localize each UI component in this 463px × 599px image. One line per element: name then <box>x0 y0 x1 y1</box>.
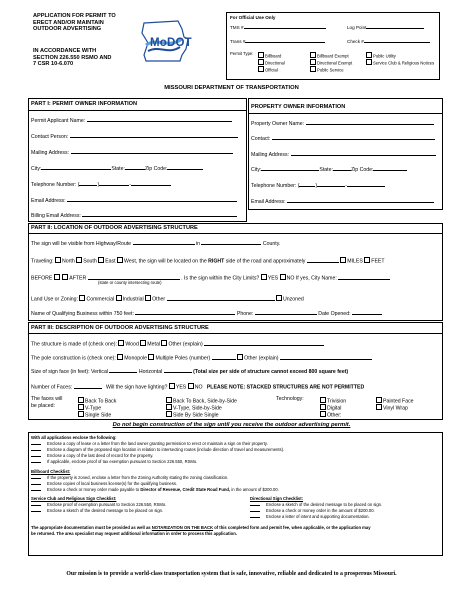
property-city-field[interactable] <box>251 166 407 174</box>
checkbox[interactable] <box>166 404 172 410</box>
label: V-Type <box>85 405 102 412</box>
checklist-item[interactable] <box>31 488 279 493</box>
form-title <box>33 13 116 33</box>
label: Contact Person: <box>31 134 69 140</box>
statute-line: 7 CSR 10-6.070 <box>33 61 74 67</box>
traveling-direction-field[interactable] <box>31 257 385 265</box>
label: FEET <box>371 258 385 265</box>
checkbox[interactable] <box>366 52 372 58</box>
label: Email Address: <box>31 198 66 204</box>
divider <box>28 233 442 234</box>
label: YES <box>175 384 187 391</box>
label: Monopole <box>124 355 148 362</box>
label: Industrial <box>122 296 144 303</box>
applicant-name-field[interactable] <box>31 117 232 125</box>
checkbox-yes[interactable] <box>169 383 175 389</box>
permit-type-public-service[interactable] <box>310 66 344 73</box>
checkbox-unzoned[interactable] <box>276 295 282 301</box>
label: West, the sign will be located on the <box>124 258 207 265</box>
label: The pole construction is (check one): <box>31 355 116 362</box>
checkbox-after[interactable] <box>62 274 68 280</box>
checkbox-yes[interactable] <box>261 274 267 280</box>
label: MILES <box>347 258 363 265</box>
checkbox[interactable] <box>376 404 382 410</box>
label: YES <box>267 275 279 282</box>
checkbox[interactable] <box>310 52 316 58</box>
billing-email-field[interactable] <box>31 212 237 220</box>
checkbox-west[interactable] <box>117 257 123 263</box>
label: Enclose a diagram of the proposed sign location in relation to intersecting routes (include direction of travel and measurements). <box>47 447 285 452</box>
statute-line: IN ACCORDANCE WITH <box>33 48 97 54</box>
label: Public Service <box>317 67 344 73</box>
billboard-checklist-title: Billboard Checklist: <box>31 469 71 474</box>
property-title: PROPERTY OWNER INFORMATION <box>251 104 346 110</box>
checkbox-no[interactable] <box>188 383 194 389</box>
tms-field[interactable] <box>230 24 326 30</box>
label: Billboard <box>265 53 282 59</box>
label: RIGHT <box>208 258 225 265</box>
official-use-title: For Official Use Only <box>230 15 276 20</box>
label: . Is the sign within the City Limits? <box>181 275 260 282</box>
label: Other (explain) <box>168 341 203 348</box>
property-mailing-field[interactable] <box>251 151 436 159</box>
checkbox-monopole[interactable] <box>117 354 123 360</box>
trans-label: Trans # <box>230 39 246 44</box>
checkbox-commercial[interactable] <box>79 295 85 301</box>
log-point-field[interactable] <box>347 24 424 30</box>
checkbox[interactable] <box>320 411 326 417</box>
checkbox[interactable] <box>258 66 264 72</box>
statute-line: SECTION 226.550 RSMO AND <box>33 54 112 61</box>
label: Enclose a check or money order in the amount of $200.00. <box>266 508 375 513</box>
checkbox[interactable] <box>258 52 264 58</box>
permit-type-label: Permit Type: <box>230 51 254 56</box>
label: Enclose a sketch of the desired message to be placed on sign. <box>266 502 383 507</box>
checkbox-south[interactable] <box>76 257 82 263</box>
label: Official <box>265 67 278 73</box>
property-email-field[interactable] <box>251 198 434 206</box>
label: Zip Code: <box>350 167 374 173</box>
faces-lighting-field[interactable] <box>31 383 364 391</box>
be-placed-label: be placed: <box>31 403 55 409</box>
label: Zip Code: <box>144 166 168 172</box>
label: North <box>62 258 75 265</box>
label: (Total size per side of structure cannot exceed 800 square feet) <box>193 369 349 375</box>
label: ) <box>315 183 318 189</box>
label: side of the road and approximately <box>225 258 306 265</box>
label: Directional <box>265 60 285 66</box>
label: Size of sign face (in feet): Vertical <box>31 369 108 375</box>
divider <box>28 110 246 111</box>
checkbox-other[interactable] <box>161 340 167 346</box>
label: Number of Faces: <box>31 384 73 391</box>
checkbox-miles[interactable] <box>340 257 346 263</box>
label: East <box>105 258 116 265</box>
label: Enclose a check or money order made payable to <box>47 487 141 492</box>
label: in <box>195 241 200 247</box>
label: City: <box>31 166 42 172</box>
technology-label: Technology: <box>276 396 304 402</box>
label: ) <box>97 182 100 188</box>
faces-will-label: The faces will <box>31 396 63 402</box>
part3-title: PART III: DESCRIPTION OF OUTDOOR ADVERTISING STRUCTURE <box>31 325 209 331</box>
label: Single Side <box>85 412 112 419</box>
label: Mailing Address: <box>31 150 70 156</box>
label: Side By Side Single <box>173 412 219 419</box>
label: Trivision <box>327 398 347 405</box>
checkbox-other[interactable] <box>237 354 243 360</box>
label: NO <box>286 275 295 282</box>
label: Traveling: <box>31 258 54 265</box>
label: The appropriate documentation must be provided as well as <box>31 525 152 530</box>
construction-notice: Do not begin construction of the sign until you receive the outdoor advertising permit. <box>112 422 351 428</box>
label: in the amount of $200.00. <box>230 487 279 492</box>
pole-construction-field[interactable] <box>31 354 372 362</box>
mission-statement: Our mission is to provide a world-class transportation system that is safe, innovative, reliable and dedicated to a prosperous Missouri. <box>66 571 397 577</box>
checkbox[interactable] <box>310 59 316 65</box>
checkbox-before[interactable] <box>54 274 60 280</box>
label: Multiple Poles (number) <box>155 355 211 362</box>
checkbox-east[interactable] <box>98 257 104 263</box>
check-label: Check # <box>347 39 364 44</box>
log-point-label: Log Point <box>347 25 367 30</box>
label: Phone: <box>236 311 254 317</box>
checkbox[interactable] <box>320 397 326 403</box>
label: Permit Applicant Name: <box>31 118 86 124</box>
label: Digital <box>327 405 342 412</box>
label: Horizontal <box>138 369 163 375</box>
label: County. <box>262 241 281 247</box>
label: Metal <box>147 341 160 348</box>
checkbox-industrial[interactable] <box>116 295 122 301</box>
label: Enclose a sketch of the desired message to be placed on sign. <box>47 508 164 513</box>
label: Back To Back <box>85 398 117 405</box>
label: If the property is zoned, enclose a letter from the Zoning Authority stating the zoning classification. <box>47 475 229 480</box>
check-field[interactable] <box>347 38 430 44</box>
label: Enclose a copy of the last deed of record for the property. <box>47 453 154 458</box>
documentation-note-2: be returned. The area specialist may request additional information in order to process this application. <box>31 531 237 536</box>
label: Commercial <box>86 296 115 303</box>
property-telephone-field[interactable]: Telephone Number: ( ) - <box>251 182 385 190</box>
label: Other (explain) <box>244 355 279 362</box>
title-line: ERECT AND/OR MAINTAIN <box>33 19 104 26</box>
label: Will the sign have lighting? <box>106 384 168 391</box>
label: Mailing Address: <box>251 152 290 158</box>
mailing-address-field[interactable] <box>31 149 233 157</box>
checkbox-north[interactable] <box>55 257 61 263</box>
label: Directional Exempt <box>317 60 353 66</box>
label: Other: <box>327 412 342 419</box>
checkbox[interactable] <box>366 59 372 65</box>
label: Director of Revenue, Credit State Road Fund, <box>140 487 231 492</box>
label: The structure is made of (check one): <box>31 341 117 348</box>
statute-reference <box>33 48 111 68</box>
label: The sign will be visible from Highway/Route <box>31 241 132 247</box>
checkbox-metal[interactable] <box>140 340 146 346</box>
part2-box <box>28 223 443 321</box>
checklist-item[interactable] <box>250 515 370 520</box>
label: City: <box>251 167 262 173</box>
checkbox[interactable] <box>78 397 84 403</box>
face-sbs-single[interactable] <box>166 411 219 419</box>
label: Enclose a copy of lease or a letter from the land owner granting permission to erect or maintain a sign on their property. <box>47 441 268 446</box>
logo-text: MoDOT <box>150 37 192 49</box>
label: Service Club & Religious Notices <box>373 60 435 66</box>
label: Painted Face <box>383 398 414 405</box>
tms-label: TMS # <box>230 25 244 30</box>
checklist-item[interactable] <box>31 460 197 465</box>
label: Public Utility <box>373 53 396 59</box>
label: Telephone Number: ( <box>251 183 300 189</box>
checklist-item[interactable] <box>31 509 163 514</box>
checkbox-other[interactable] <box>145 295 151 301</box>
checkbox-wood[interactable] <box>118 340 124 346</box>
checkbox[interactable] <box>320 404 326 410</box>
divider <box>248 113 442 114</box>
highway-route-field[interactable] <box>31 240 280 248</box>
checkbox-no[interactable] <box>280 274 286 280</box>
face-single[interactable] <box>78 411 111 419</box>
permit-type-service-club[interactable] <box>366 59 434 66</box>
label: South <box>83 258 97 265</box>
divider <box>28 333 442 334</box>
label: Enclose a letter of intent and supporting documentation. <box>266 514 370 519</box>
property-owner-name-field[interactable] <box>251 120 434 128</box>
qualifying-business-field[interactable] <box>31 310 382 318</box>
land-use-field[interactable] <box>31 295 304 303</box>
label: Date Opened: <box>318 311 351 317</box>
directional-checklist-title: Directional Sign Checklist: <box>250 496 304 501</box>
label: Land Use or Zoning: <box>31 296 79 303</box>
label: BEFORE <box>31 275 53 282</box>
title-line: APPLICATION FOR PERMIT TO <box>33 13 116 19</box>
telephone-field[interactable]: Telephone Number: ( ) - <box>31 181 171 189</box>
label: V-Type, Side-by-Side <box>173 405 222 412</box>
modot-logo <box>138 15 218 65</box>
label: If yes, City Name: <box>295 275 337 282</box>
title-line: OUTDOOR ADVERTISING <box>33 26 102 32</box>
checkbox[interactable] <box>166 397 172 403</box>
label: Unzoned <box>283 296 304 303</box>
label: Other <box>152 296 166 303</box>
checkbox[interactable] <box>310 66 316 72</box>
tech-other[interactable] <box>320 411 341 419</box>
all-apps-title: With all applications enclose the following: <box>31 435 117 440</box>
checkbox-feet[interactable] <box>364 257 370 263</box>
label: State: <box>319 167 333 173</box>
department-title: MISSOURI DEPARTMENT OF TRANSPORTATION <box>164 85 299 91</box>
label: Enclose proof of exemption pursuant to Section 226.550, RSMo. <box>47 502 167 507</box>
contact-person-field[interactable] <box>31 133 238 141</box>
label: AFTER <box>69 275 87 282</box>
property-contact-field[interactable] <box>251 135 435 143</box>
structure-material-field[interactable] <box>31 340 324 348</box>
checkbox[interactable] <box>258 59 264 65</box>
checkbox-multiple[interactable] <box>148 354 154 360</box>
before-after-field[interactable] <box>31 274 390 282</box>
city-state-zip-field[interactable] <box>31 165 203 173</box>
label: NO <box>194 384 203 391</box>
checkbox[interactable] <box>78 411 84 417</box>
tech-vinyl[interactable] <box>376 404 408 412</box>
label: Vinyl Wrap <box>383 405 408 412</box>
label: If applicable, enclose proof of tax exemption pursuant to Section 226.550, RSMo. <box>47 459 198 464</box>
label: Billboard Exempt <box>317 53 349 59</box>
label: Property Owner Name: <box>251 121 305 127</box>
state-county-note: (state or county intersecting route) <box>98 280 162 285</box>
part2-title: PART II: LOCATION OF OUTDOOR ADVERTISING STRUCTURE <box>31 225 198 231</box>
label: State: <box>111 166 125 172</box>
permit-type-official[interactable] <box>258 66 278 73</box>
label: Enclose copies of local business license(s) for the qualifying business. <box>47 481 178 486</box>
label: Back To Back, Side-by-Side <box>173 398 237 405</box>
label: NOTARIZATION ON THE BACK <box>151 525 214 530</box>
label: of this completed form and permit fee, when applicable, or the application may <box>213 525 371 530</box>
checkbox[interactable] <box>376 397 382 403</box>
sign-size-field[interactable] <box>31 368 348 376</box>
service-club-checklist-title: Service Club and Religious Sign Checklist: <box>31 496 117 501</box>
label: Email Address: <box>251 199 286 205</box>
label: PLEASE NOTE: STACKED STRUCTURES ARE NOT PERMITTED <box>206 384 365 391</box>
label: Billing Email Address: <box>31 213 81 219</box>
label: Name of Qualifying Business within 750 feet: <box>31 311 134 317</box>
part1-title: PART I: PERMIT OWNER INFORMATION <box>31 101 138 107</box>
checkbox[interactable] <box>78 404 84 410</box>
label: Telephone Number: ( <box>31 182 80 188</box>
email-field[interactable] <box>31 197 237 205</box>
label: Contact: <box>251 136 271 142</box>
trans-field[interactable] <box>230 38 325 44</box>
label: Wood <box>125 341 139 348</box>
checkbox[interactable] <box>166 411 172 417</box>
